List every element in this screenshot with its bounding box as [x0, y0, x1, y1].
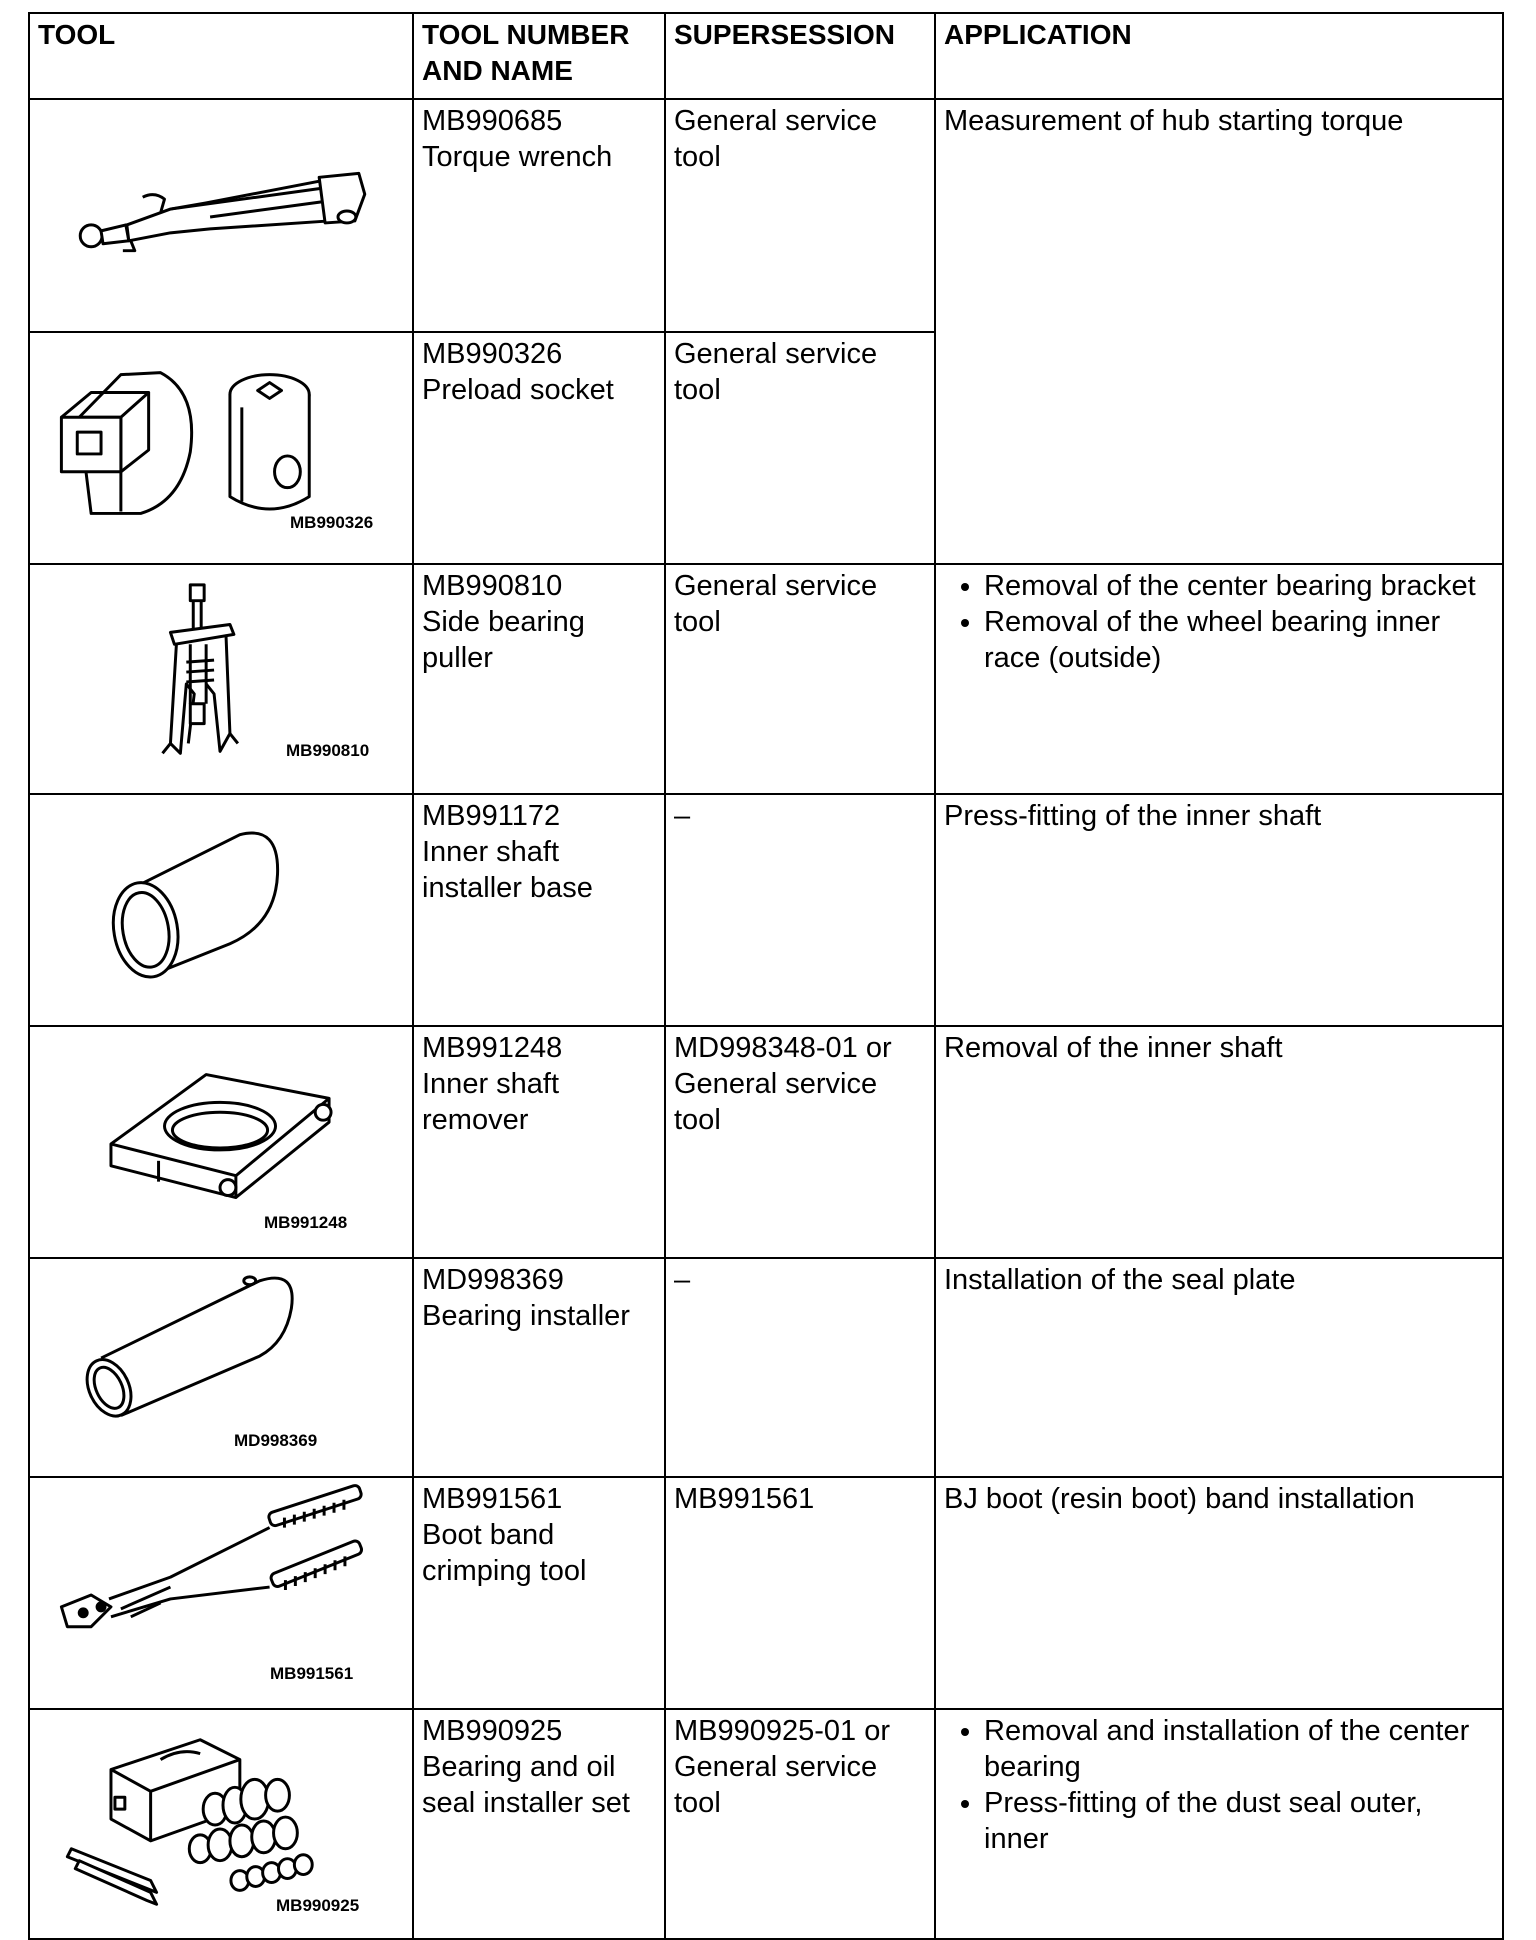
supersession-line: –	[674, 1264, 691, 1296]
supersession-cell	[665, 99, 935, 332]
tool-name-line: Torque wrench	[422, 141, 613, 173]
supersession-cell	[665, 564, 935, 794]
supersession-line: General service	[674, 338, 878, 370]
tool-name-line: Inner shaft	[422, 1068, 560, 1100]
header-tool-number	[413, 13, 665, 99]
application-item: • Removal of the center bearing bracket	[984, 568, 1494, 604]
tool-number: MB991248	[422, 1032, 563, 1064]
header-tool-number-line1: TOOL NUMBER	[422, 19, 630, 50]
supersession-line: tool	[674, 1104, 721, 1136]
supersession-line: MD998348-01 or	[674, 1032, 892, 1064]
tool-image-code: MB991248	[264, 1213, 348, 1232]
torque-wrench-icon	[30, 100, 414, 331]
application-list	[944, 568, 1494, 676]
tool-image-code: MD998369	[234, 1431, 318, 1450]
tool-image-cell	[29, 332, 413, 564]
header-tool-number-line2: AND NAME	[422, 55, 573, 86]
header-supersession: SUPERSESSION	[665, 13, 935, 99]
header-tool: TOOL	[29, 13, 413, 99]
header-row	[29, 13, 1503, 99]
tool-image-cell	[29, 99, 413, 332]
application-cell: Removal of the inner shaft	[935, 1026, 1503, 1258]
tool-number: MD998369	[422, 1264, 564, 1296]
application-cell: Press-fitting of the inner shaft	[935, 794, 1503, 1026]
table-row	[29, 1258, 1503, 1477]
tool-number: MB991172	[422, 800, 561, 832]
supersession-line: tool	[674, 1787, 721, 1819]
tool-image-cell	[29, 564, 413, 794]
tool-name-line: seal installer set	[422, 1787, 630, 1819]
tool-number-cell	[413, 1258, 665, 1477]
tool-number-cell	[413, 794, 665, 1026]
tool-number: MB990925	[422, 1715, 563, 1747]
tool-name-line: Boot band	[422, 1519, 555, 1551]
supersession-cell	[665, 1477, 935, 1709]
table-row	[29, 1026, 1503, 1258]
tool-number-cell	[413, 564, 665, 794]
supersession-cell	[665, 332, 935, 564]
tool-name-line: installer base	[422, 872, 593, 904]
tool-number-cell	[413, 1709, 665, 1939]
tool-name-line: crimping tool	[422, 1555, 587, 1587]
supersession-line: tool	[674, 374, 721, 406]
application-cell	[935, 564, 1503, 794]
supersession-cell	[665, 1026, 935, 1258]
application-cell: Measurement of hub starting torque	[935, 99, 1503, 564]
table-row	[29, 564, 1503, 794]
supersession-line: tool	[674, 141, 721, 173]
table-row	[29, 99, 1503, 332]
supersession-line: General service	[674, 1751, 878, 1783]
supersession-cell	[665, 794, 935, 1026]
tool-number: MB990810	[422, 570, 563, 602]
application-item: • Removal and installation of the center bearing	[984, 1713, 1494, 1785]
tool-number-cell	[413, 332, 665, 564]
tool-image-code: MB990810	[286, 741, 370, 760]
supersession-line: General service	[674, 570, 878, 602]
tool-image-cell	[29, 1709, 413, 1939]
tool-image-cell	[29, 1477, 413, 1709]
tool-number: MB990326	[422, 338, 563, 370]
header-application: APPLICATION	[935, 13, 1503, 99]
table-row	[29, 1709, 1503, 1939]
tool-number-cell	[413, 1026, 665, 1258]
tool-image-code: MB990326	[290, 513, 374, 532]
inner-shaft-remover-icon	[30, 1027, 414, 1257]
table-row	[29, 1477, 1503, 1709]
application-cell: BJ boot (resin boot) band installation	[935, 1477, 1503, 1709]
tool-number-cell	[413, 99, 665, 332]
application-list	[944, 1713, 1494, 1857]
supersession-line: tool	[674, 606, 721, 638]
tool-image-code: MB991561	[270, 1664, 354, 1683]
tool-number: MB991561	[422, 1483, 563, 1515]
tool-number-cell	[413, 1477, 665, 1709]
tool-name-line: Preload socket	[422, 374, 614, 406]
supersession-cell	[665, 1258, 935, 1477]
tool-name-line: Inner shaft	[422, 836, 560, 868]
tool-name-line: puller	[422, 642, 493, 674]
application-cell	[935, 1709, 1503, 1939]
tool-name-line: Side bearing	[422, 606, 585, 638]
boot-band-crimping-tool-icon	[30, 1478, 414, 1708]
table-row	[29, 794, 1503, 1026]
supersession-line: General service	[674, 1068, 878, 1100]
tool-image-cell	[29, 1026, 413, 1258]
supersession-line: –	[674, 800, 691, 832]
application-item: • Press-fitting of the dust seal outer, inner	[984, 1785, 1494, 1857]
application-cell: Installation of the seal plate	[935, 1258, 1503, 1477]
tool-image-cell	[29, 1258, 413, 1477]
tool-image-code: MB990925	[276, 1896, 360, 1915]
supersession-line: MB991561	[674, 1483, 815, 1515]
tool-name-line: Bearing installer	[422, 1300, 630, 1332]
supersession-line: MB990925-01 or	[674, 1715, 891, 1747]
tool-name-line: remover	[422, 1104, 529, 1136]
application-item: • Removal of the wheel bearing inner race (outside)	[984, 604, 1494, 676]
tool-name-line: Bearing and oil	[422, 1751, 616, 1783]
supersession-cell	[665, 1709, 935, 1939]
tool-image-cell	[29, 794, 413, 1026]
special-tools-table	[28, 12, 1504, 1940]
bearing-installer-icon	[30, 1259, 414, 1476]
tool-number: MB990685	[422, 105, 563, 137]
inner-shaft-installer-base-icon	[30, 795, 414, 1025]
supersession-line: General service	[674, 105, 878, 137]
